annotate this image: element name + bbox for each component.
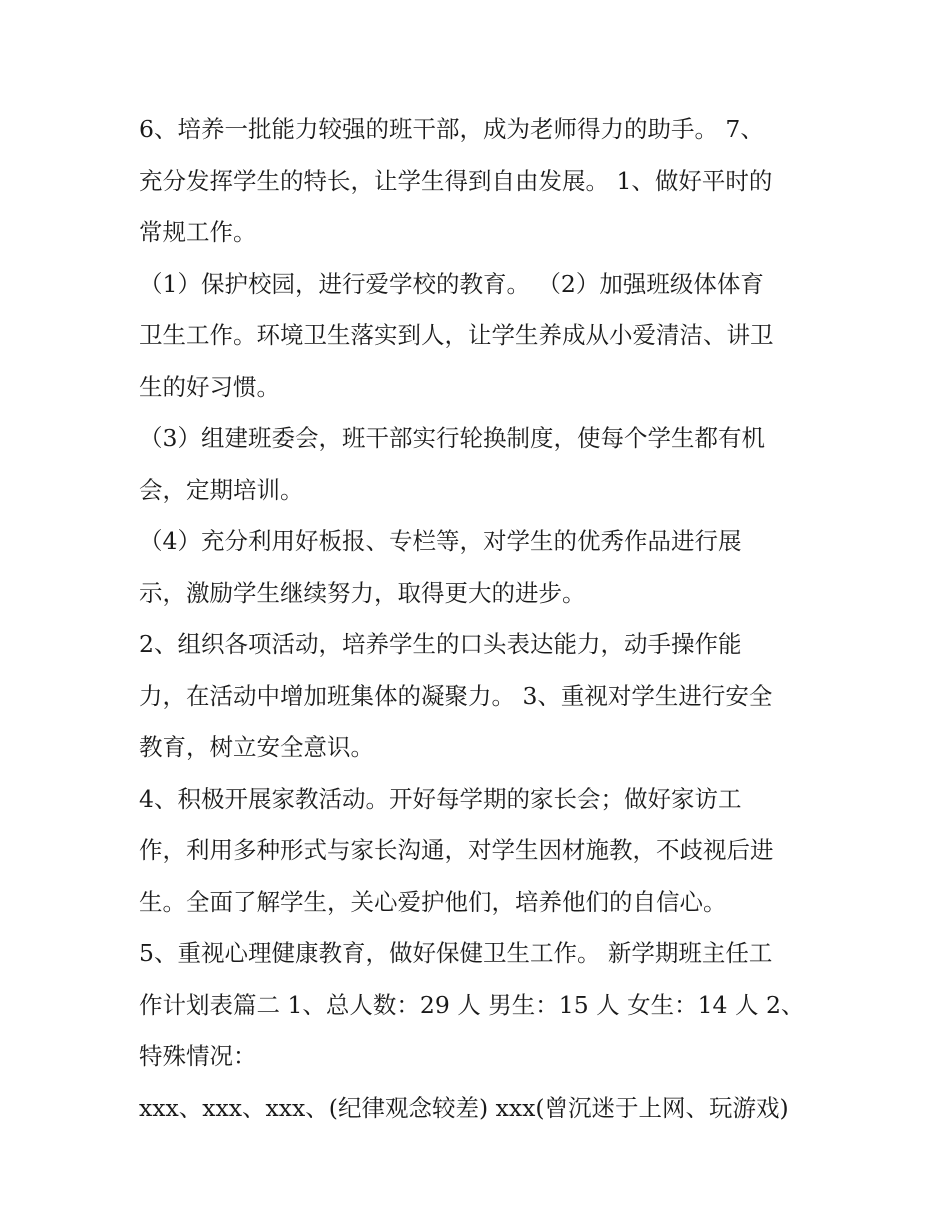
text-line: （3）组建班委会，班干部实行轮换制度，使每个学生都有机 xyxy=(139,424,765,452)
text-line: 5、重视心理健康教育，做好保健卫生工作。 新学期班主任工 xyxy=(139,939,773,967)
text-line: 作计划表篇二 1、总人数：29 人 男生：15 人 女生：14 人 2、 xyxy=(139,990,805,1019)
text-line: （1）保护校园，进行爱学校的教育。 （2）加强班级体体育 xyxy=(139,269,764,298)
text-line: xxx、xxx、xxx、(纪律观念较差) xxx(曾沉迷于上网、玩游戏) xyxy=(139,1093,789,1122)
text-line: 生。全面了解学生，关心爱护他们，培养他们的自信心。 xyxy=(139,887,727,916)
text-line: 卫生工作。环境卫生落实到人，让学生养成从小爱清洁、讲卫 xyxy=(139,321,774,349)
text-line: 示，激励学生继续努力，取得更大的进步。 xyxy=(139,578,586,607)
text-line: 4、积极开展家教活动。开好每学期的家长会；做好家访工 xyxy=(139,784,742,813)
text-line: 充分发挥学生的特长，让学生得到自由发展。 1、做好平时的 xyxy=(139,166,773,195)
text-line: 6、培养一批能力较强的班干部，成为老师得力的助手。 7、 xyxy=(139,115,764,143)
text-line: 教育，树立安全意识。 xyxy=(139,733,374,761)
text-line: 力，在活动中增加班集体的凝聚力。 3、重视对学生进行安全 xyxy=(139,681,773,710)
text-line: 作，利用多种形式与家长沟通，对学生因材施教，不歧视后进 xyxy=(139,836,774,864)
text-line: 生的好习惯。 xyxy=(139,372,280,401)
text-line: 2、组织各项活动，培养学生的口头表达能力，动手操作能 xyxy=(139,630,742,658)
text-line: 会，定期培训。 xyxy=(139,475,304,504)
text-line: 常规工作。 xyxy=(139,218,257,246)
document-body xyxy=(139,104,829,1134)
text-line: 特殊情况： xyxy=(139,1042,257,1070)
text-line: （4）充分利用好板报、专栏等，对学生的优秀作品进行展 xyxy=(139,527,742,555)
